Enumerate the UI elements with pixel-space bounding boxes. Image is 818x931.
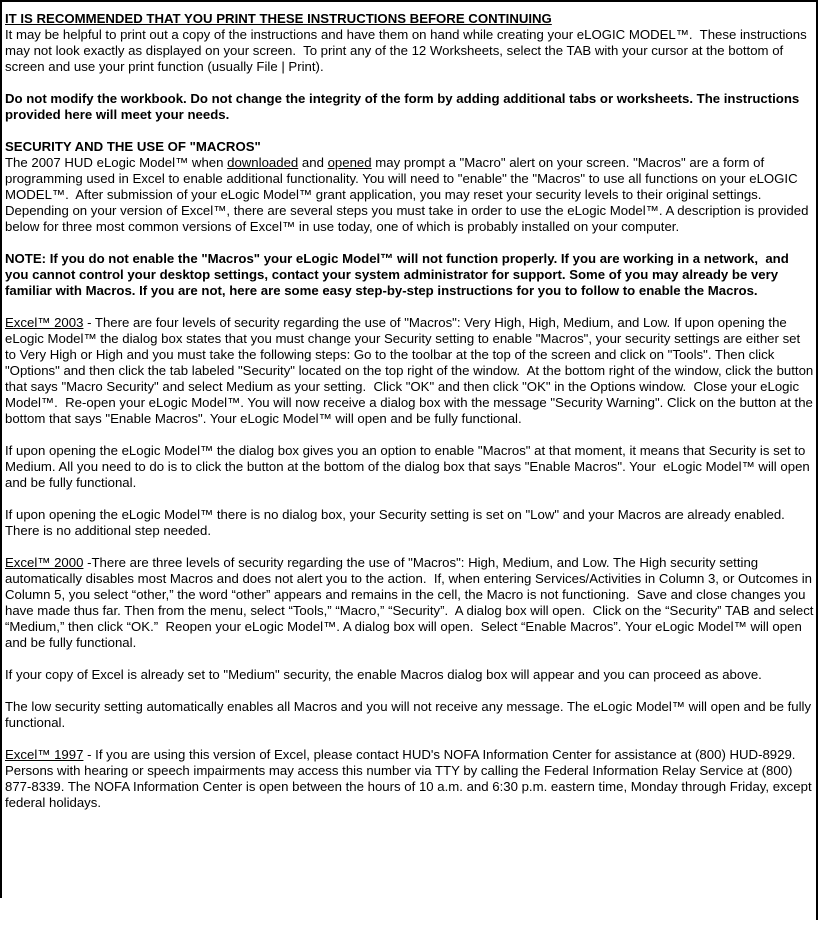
excel-2000-section <box>5 555 818 651</box>
instructions-cell <box>2 2 816 811</box>
excel-2003-label: Excel™ 2003 <box>5 315 84 330</box>
excel-2003-section <box>5 315 817 427</box>
print-recommendation-body: It may be helpful to print out a copy of the instructions and have them on hand while creating your eLOGIC MODEL™. These instructions may not look exactly as displayed on your screen. To print any of the 12 Worksheets, select the TAB with your cursor at the bottom of screen and use your print function (usually File | Print). <box>5 27 811 74</box>
print-recommendation-heading: IT IS RECOMMENDED THAT YOU PRINT THESE INSTRUCTIONS BEFORE CONTINUING <box>5 11 552 26</box>
opened-underlined: opened <box>327 155 372 170</box>
excel-1997-label: Excel™ 1997 <box>5 747 84 762</box>
excel-2000-body: -There are three levels of security regarding the use of "Macros": High, Medium, and Low. The High security setting automatically disables most Macros and does not alert you to the action. If, when entering Services/Activities in Column 3, or Outcomes in Column 5, you select “other,” the word “other” appears and remains in the cell, the Macro is not functioning. Save and close changes you have made thus far. Then from the menu, select “Tools,” “Macro,” “Security”. A dialog box will open. Click on the “Security” TAB and select “Medium,” then click “OK.” Reopen your eLogic Model™. A dialog box will open. Select “Enable Macros”. Your eLogic Model™ will open and be fully functional. <box>5 555 818 650</box>
macros-note <box>5 251 814 299</box>
do-not-modify-notice <box>5 91 814 123</box>
security-body-part2: and <box>298 155 328 170</box>
excel-1997-paragraph <box>5 747 814 811</box>
security-body-part3: may prompt a "Macro" alert on your screen. "Macros" are a form of programming used in Excel to enable additional functionality. You will need to "enable" the "Macros" to use all functions on your eLOGIC MODEL™. After submission of your eLogic Model™ grant application, you may reset your security levels to their original settings. Depending on your version of Excel™, there are several steps you must take in order to use the eLogic Model™. A description is provided below for three most common versions of Excel™ in use today, one of which is probably installed on your computer. <box>5 155 813 234</box>
excel-2003-medium-text: If upon opening the eLogic Model™ the dialog box gives you an option to enable "Macros" at that moment, it means that Security is set to Medium. All you need to do is to click the button at the bottom of the dialog box that says "Enable Macros". Your eLogic Model™ will open and be fully functional. <box>5 443 814 490</box>
excel-2000-medium-text: If your copy of Excel is already set to "Medium" security, the enable Macros dialog box will appear and you can proceed as above. <box>5 667 762 682</box>
excel-2000-medium-paragraph <box>5 667 814 683</box>
excel-2003-body: - There are four levels of security regarding the use of "Macros": Very High, High, Medium, and Low. If upon opening the eLogic Model™ the dialog box states that you must change your Security setting to enable "Macros", your security settings are either set to Very High or High and you must take the following steps: Go to the toolbar at the top of the screen and click on "Tools". Then click "Options" and then click the tab labeled "Security" located on the top right of the window. At the bottom right of the window, click the button that says "Macro Security" and select Medium as your setting. Click "OK" and then click "OK" in the Options window. Close your eLogic Model™. Re-open your eLogic Model™. You will now receive a dialog box with the message "Security Warning". Click on the button at the bottom that says "Enable Macros". Your eLogic Model™ will open and be fully functional. <box>5 315 817 426</box>
excel-2000-label: Excel™ 2000 <box>5 555 84 570</box>
excel-2003-paragraph <box>5 315 817 427</box>
excel-2003-medium-paragraph <box>5 443 814 491</box>
excel-2000-paragraph <box>5 555 818 651</box>
excel-1997-section <box>5 747 814 811</box>
excel-2000-low-paragraph <box>5 699 814 731</box>
excel-2003-low-paragraph <box>5 507 814 539</box>
do-not-modify-text: Do not modify the workbook. Do not change the integrity of the form by adding additional tabs or worksheets. The instructions provided here will meet your needs. <box>5 91 803 122</box>
security-macros-section <box>5 139 814 235</box>
security-macros-body <box>5 155 814 235</box>
excel-2003-low-text: If upon opening the eLogic Model™ there is no dialog box, your Security setting is set on "Low" and your Macros are already enabled. There is no additional step needed. <box>5 507 789 538</box>
excel-2000-low-text: The low security setting automatically enables all Macros and you will not receive any message. The eLogic Model™ will open and be fully functional. <box>5 699 815 730</box>
downloaded-underlined: downloaded <box>227 155 299 170</box>
macros-note-text: NOTE: If you do not enable the "Macros" your eLogic Model™ will not function properly. If you are working in a network, and you cannot control your desktop settings, contact your system administrator for support. Some of you may already be very familiar with Macros. If you are not, here are some easy step-by-step instructions for you to follow to enable the Macros. <box>5 251 793 298</box>
security-body-part1: The 2007 HUD eLogic Model™ when <box>5 155 228 170</box>
security-macros-heading: SECURITY AND THE USE OF "MACROS" <box>5 139 261 154</box>
print-recommendation-section <box>5 11 814 75</box>
excel-1997-body: - If you are using this version of Excel, please contact HUD's NOFA Information Center for assistance at (800) HUD-8929. Persons with hearing or speech impairments may access this number via TTY by calling the Federal Information Relay Service at (800) 877-8339. The NOFA Information Center is open between the hours of 10 a.m. and 6:30 p.m. eastern time, Monday through Friday, except federal holidays. <box>5 747 816 810</box>
